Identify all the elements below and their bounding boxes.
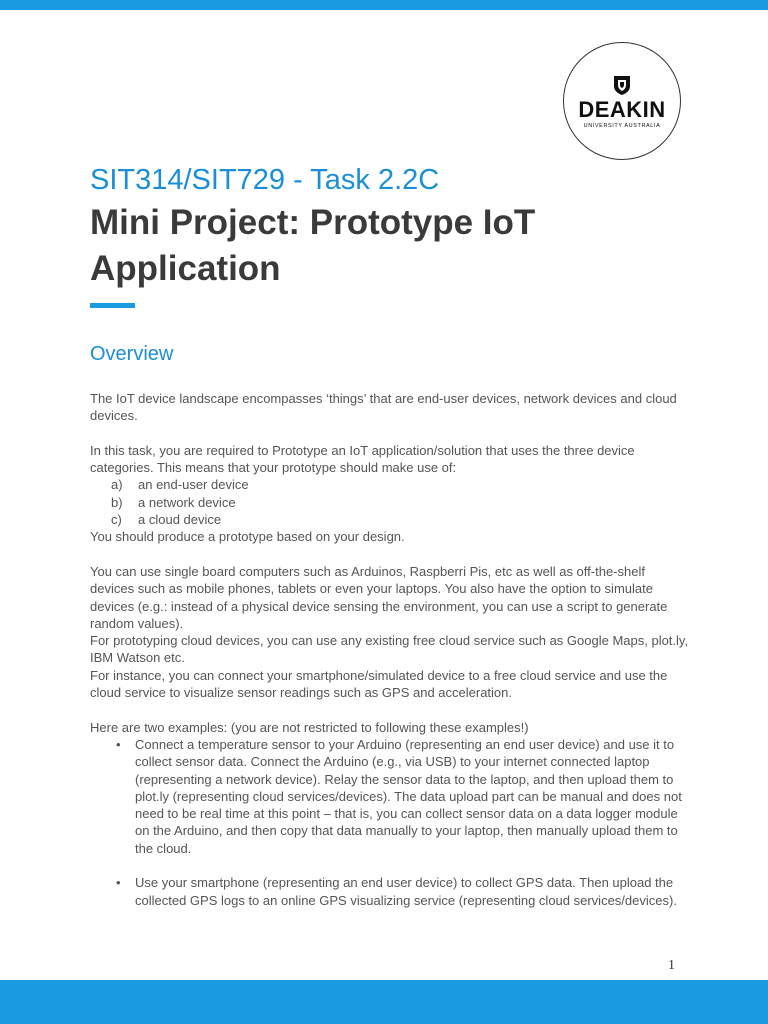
course-code: SIT314/SIT729 - Task 2.2C — [90, 164, 440, 196]
list-item: c) a cloud device — [111, 512, 222, 528]
page-number: 1 — [668, 958, 675, 973]
examples-list — [90, 736, 690, 909]
bottom-accent-bar — [0, 980, 768, 1024]
paragraph: You can use single board computers such as Arduinos, Raspberri Pis, etc as well as off-the-shelf devices such as mobile phones, tablets or even your laptops. You also have the option to simulate devices (e.g.: instead of a physical device sensing the environment, you can use a script to generate random values). — [90, 563, 668, 631]
paragraph: Here are two examples: (you are not restricted to following these examples!) — [90, 719, 529, 735]
crest-icon — [612, 74, 632, 96]
list-item: a) an end-user device — [111, 477, 249, 493]
list-item: b) a network device — [111, 494, 236, 510]
paragraph: You should produce a prototype based on your design. — [90, 529, 405, 545]
overview-body — [90, 390, 690, 909]
top-accent-bar — [0, 0, 768, 10]
bullet-icon: • — [116, 736, 121, 752]
logo-wordmark: DEAKIN — [578, 96, 666, 122]
device-list — [90, 476, 690, 528]
document-title: Mini Project: Prototype IoT Application — [90, 203, 536, 288]
bullet-icon: • — [116, 875, 121, 891]
paragraph: The IoT device landscape encompasses ‘things’ that are end-user devices, network devices and cloud devices. — [90, 391, 677, 424]
overview-heading: Overview — [90, 343, 174, 365]
paragraph: For instance, you can connect your smartphone/simulated device to a free cloud service and use the cloud service to visualize sensor readings such as GPS and acceleration. — [90, 667, 668, 701]
title-underline — [90, 303, 135, 308]
list-item: • Connect a temperature sensor to your Arduino (representing an end user device) and use it to collect sensor data. Connect the Arduino (e.g., via USB) to your internet connected laptop (representing a network device). Relay the sensor data to the laptop, and then upload them to plot.ly (representing cloud services/devices). The data upload part can be manual and does not need to be real time at this point – that is, you can collect sensor data on a data logger module on the Arduino, and then copy that data manually to your laptop, then manually upload them to the cloud. — [116, 736, 682, 856]
paragraph: For prototyping cloud devices, you can use any existing free cloud service such as Google Maps, plot.ly, IBM Watson etc. — [90, 633, 689, 666]
logo-subtitle: UNIVERSITY AUSTRALIA — [583, 122, 661, 129]
list-item: • Use your smartphone (representing an end user device) to collect GPS data. Then upload the collected GPS logs to an online GPS visualizing service (representing cloud services/devices). — [116, 875, 677, 908]
paragraph: In this task, you are required to Prototype an IoT application/solution that uses the three device categories. This means that your prototype should make use of: — [90, 442, 635, 476]
deakin-logo — [563, 42, 681, 160]
